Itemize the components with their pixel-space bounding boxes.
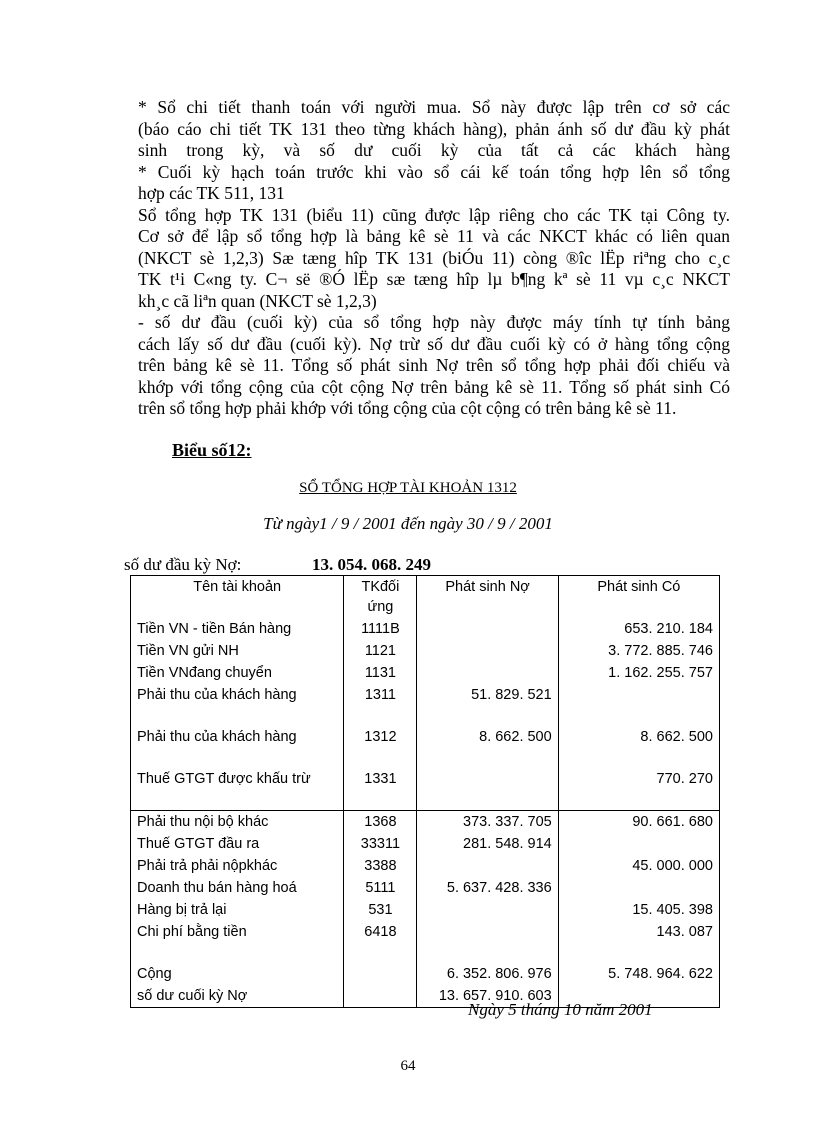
text-line: TK t¹i C«ng ty. C¬ së ®Ó lËp sæ tæng hîp lµ b¶ng kª sè 11 vµ c¸c NKCT xyxy=(138,269,730,289)
cell-credit: 45. 000. 000 xyxy=(558,855,719,877)
cell-account: 531 xyxy=(344,899,417,921)
cell-name: Doanh thu bán hàng hoá xyxy=(131,877,344,899)
cell-debit: 5. 637. 428. 336 xyxy=(417,877,558,899)
cell-debit: 51. 829. 521 xyxy=(417,684,558,726)
text-line: kh¸c cã liªn quan (NKCT sè 1,2,3) xyxy=(138,290,377,311)
cell-account: 33311 xyxy=(344,833,417,855)
text-line: hợp các TK 511, 131 xyxy=(138,183,285,203)
cell-credit: 8. 662. 500 xyxy=(558,726,719,768)
cell-name: Phải thu của khách hàng xyxy=(131,684,344,726)
cell-name: Phải trả phải nộpkhác xyxy=(131,855,344,877)
text-line: Sổ tổng hợp TK 131 (biểu 11) cũng được lập riêng cho các TK tại Công ty. xyxy=(138,204,730,225)
ledger-table xyxy=(130,575,720,1008)
cell-debit xyxy=(417,640,558,662)
ledger-title: SỔ TỔNG HỢP TÀI KHOẢN 1312 xyxy=(299,480,517,496)
text-line: * Sổ chi tiết thanh toán với người mua. Sổ này được lập trên cơ sở các xyxy=(138,97,730,117)
text-line: - số dư đầu (cuối kỳ) của sổ tổng hợp này được máy tính tự tính bảng xyxy=(138,312,730,332)
cell-account: 1311 xyxy=(344,684,417,726)
cell-debit xyxy=(417,855,558,877)
header-credit: Phát sinh Có xyxy=(558,576,719,619)
cell-name: Tiền VN gửi NH xyxy=(131,640,344,662)
ledger-period: Từ ngày1 / 9 / 2001 đến ngày 30 / 9 / 2001 xyxy=(263,514,553,533)
cell-account: 5111 xyxy=(344,877,417,899)
cell-name: Thuế GTGT đầu ra xyxy=(131,833,344,855)
cell-name: Phải thu của khách hàng xyxy=(131,726,344,768)
header-counter-account: TKđối ứng xyxy=(344,576,417,619)
cell-name: Chi phí bằng tiền xyxy=(131,921,344,943)
header-debit: Phát sinh Nợ xyxy=(417,576,558,619)
table-row xyxy=(131,899,720,921)
table-row xyxy=(131,877,720,899)
cell-debit: 373. 337. 705 xyxy=(417,811,558,834)
report-date: Ngày 5 tháng 10 năm 2001 xyxy=(468,1000,653,1019)
cell-account: 1121 xyxy=(344,640,417,662)
text-line: cách lấy số dư đầu (cuối kỳ). Nợ trừ số dư đầu cuối kỳ có ở hàng tổng cộng xyxy=(138,333,730,354)
text-line: (báo cáo chi tiết TK 131 theo từng khách hàng), phản ánh số dư đầu kỳ phát xyxy=(138,118,730,139)
opening-balance xyxy=(124,555,431,575)
cell-credit: 143. 087 xyxy=(558,921,719,943)
table-row xyxy=(131,855,720,877)
cell-debit xyxy=(417,662,558,684)
cell-debit xyxy=(417,768,558,811)
cell-debit xyxy=(417,921,558,943)
table-row xyxy=(131,768,720,811)
table-row xyxy=(131,684,720,726)
text-line: (NKCT sè 1,2,3) Sæ tæng hîp TK 131 (biÓu 11) còng ®îc lËp riªng cho c¸c xyxy=(138,247,730,268)
table-row xyxy=(131,921,720,943)
total-row xyxy=(131,963,720,985)
cell-credit xyxy=(558,684,719,726)
cell-account: 1131 xyxy=(344,662,417,684)
cell-credit: 15. 405. 398 xyxy=(558,899,719,921)
cell-account: 1368 xyxy=(344,811,417,834)
cell-name: Phải thu nội bộ khác xyxy=(131,811,344,834)
table-row xyxy=(131,640,720,662)
cell-debit: 8. 662. 500 xyxy=(417,726,558,768)
cell-credit: 3. 772. 885. 746 xyxy=(558,640,719,662)
body-text xyxy=(138,97,730,420)
cell-credit xyxy=(558,833,719,855)
cell-debit xyxy=(417,899,558,921)
table-row xyxy=(131,662,720,684)
table-spacer-row xyxy=(131,943,720,963)
text-line: sinh trong kỳ, và số dư cuối kỳ của tất cả các khách hàng xyxy=(138,140,730,160)
cell-credit: 1. 162. 255. 757 xyxy=(558,662,719,684)
total-label: Cộng xyxy=(131,963,344,985)
table-row xyxy=(131,618,720,640)
table-header-row xyxy=(131,576,720,619)
cell-credit xyxy=(558,877,719,899)
page-number: 64 xyxy=(400,1058,416,1074)
text-line: Cơ sở để lập sổ tổng hợp là bảng kê sè 11 và các NKCT khác có liên quan xyxy=(138,226,730,246)
opening-balance-label: số dư đầu kỳ Nợ: xyxy=(124,555,242,574)
cell-debit xyxy=(417,618,558,640)
cell-name: Thuế GTGT được khấu trừ xyxy=(131,768,344,811)
cell-credit: 653. 210. 184 xyxy=(558,618,719,640)
section-heading: Biểu số12: xyxy=(172,440,252,460)
cell-account: 3388 xyxy=(344,855,417,877)
cell-account: 6418 xyxy=(344,921,417,943)
total-credit: 5. 748. 964. 622 xyxy=(558,963,719,985)
text-line: * Cuối kỳ hạch toán trước khi vào sổ cái kế toán tổng hợp lên sổ tổng xyxy=(138,161,730,182)
cell-credit: 770. 270 xyxy=(558,768,719,811)
cell-name: Tiền VN - tiền Bán hàng xyxy=(131,618,344,640)
closing-balance-label: số dư cuối kỳ Nợ xyxy=(131,985,344,1008)
cell-name: Tiền VNđang chuyển xyxy=(131,662,344,684)
table-row xyxy=(131,833,720,855)
table-row xyxy=(131,726,720,768)
opening-balance-amount: 13. 054. 068. 249 xyxy=(312,555,431,574)
text-line: trên sổ tổng hợp phải khớp với tổng cộng của cột cộng có trên bảng kê sè 11. xyxy=(138,398,677,418)
header-account-name: Tên tài khoản xyxy=(131,576,344,619)
cell-account: 1331 xyxy=(344,768,417,811)
total-debit: 6. 352. 806. 976 xyxy=(417,963,558,985)
cell-account: 1312 xyxy=(344,726,417,768)
text-line: khớp với tổng cộng của cột cộng Nợ trên bảng kê sè 11. Tổng số phát sinh Có xyxy=(138,376,730,397)
cell-name: Hàng bị trả lại xyxy=(131,899,344,921)
cell-credit: 90. 661. 680 xyxy=(558,811,719,834)
cell-debit: 281. 548. 914 xyxy=(417,833,558,855)
closing-balance-debit: 13. 657. 910. 603 xyxy=(417,985,558,1008)
table-row xyxy=(131,811,720,834)
text-line: trên bảng kê sè 11. Tổng số phát sinh Nợ trên sổ tổng hợp phải đối chiếu và xyxy=(138,355,730,375)
cell-account: 1111B xyxy=(344,618,417,640)
